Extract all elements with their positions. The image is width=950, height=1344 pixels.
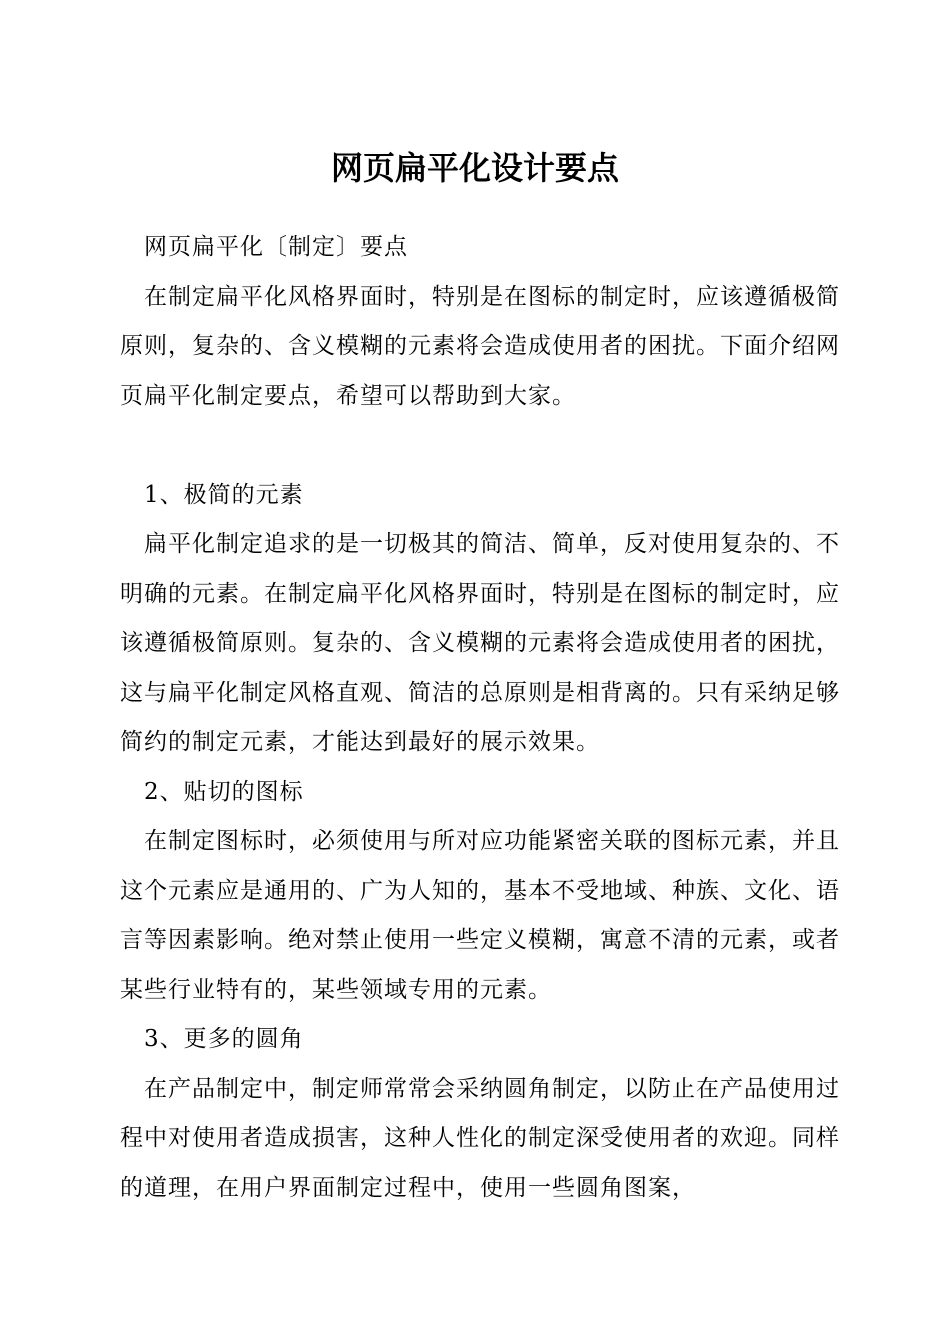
document-title: 网页扁平化设计要点 xyxy=(330,149,619,187)
blank-line xyxy=(120,421,840,471)
section-heading-3: 3、更多的圆角 xyxy=(144,1026,304,1052)
intro-paragraph: 在制定扁平化风格界面时，特别是在图标的制定时，应该遵循极简原则，复杂的、含义模糊的元素将会造成使用者的困扰。下面介绍网页扁平化制定要点，希望可以帮助到大家。 xyxy=(120,283,840,409)
section-paragraph-3: 在产品制定中，制定师常常会采纳圆角制定，以防止在产品使用过程中对使用者造成损害，这种人性化的制定深受使用者的欢迎。同样的道理，在用户界面制定过程中，使用一些圆角图案， xyxy=(120,1075,840,1201)
section-heading-2: 2、贴切的图标 xyxy=(144,778,304,805)
document-subtitle: 网页扁平化〔制定〕要点 xyxy=(144,234,408,260)
section-paragraph-1: 扁平化制定追求的是一切极其的简洁、简单，反对使用复杂的、不明确的元素。在制定扁平化风格界面时，特别是在图标的制定时，应该遵循极简原则。复杂的、含义模糊的元素将会造成使用者的困扰，这与扁平化制定风格直观、简洁的总原则是相背离的。只有采纳足够简约的制定元素，才能达到最好的展示效果。 xyxy=(120,531,840,755)
section-heading-1: 1、极简的元素 xyxy=(144,481,304,508)
document-body xyxy=(120,223,840,1213)
section-paragraph-2: 在制定图标时，必须使用与所对应功能紧密关联的图标元素，并且这个元素应是通用的、广为人知的，基本不受地域、种族、文化、语言等因素影响。绝对禁止使用一些定义模糊，寓意不清的元素，或者某些行业特有的，某些领域专用的元素。 xyxy=(120,828,840,1003)
